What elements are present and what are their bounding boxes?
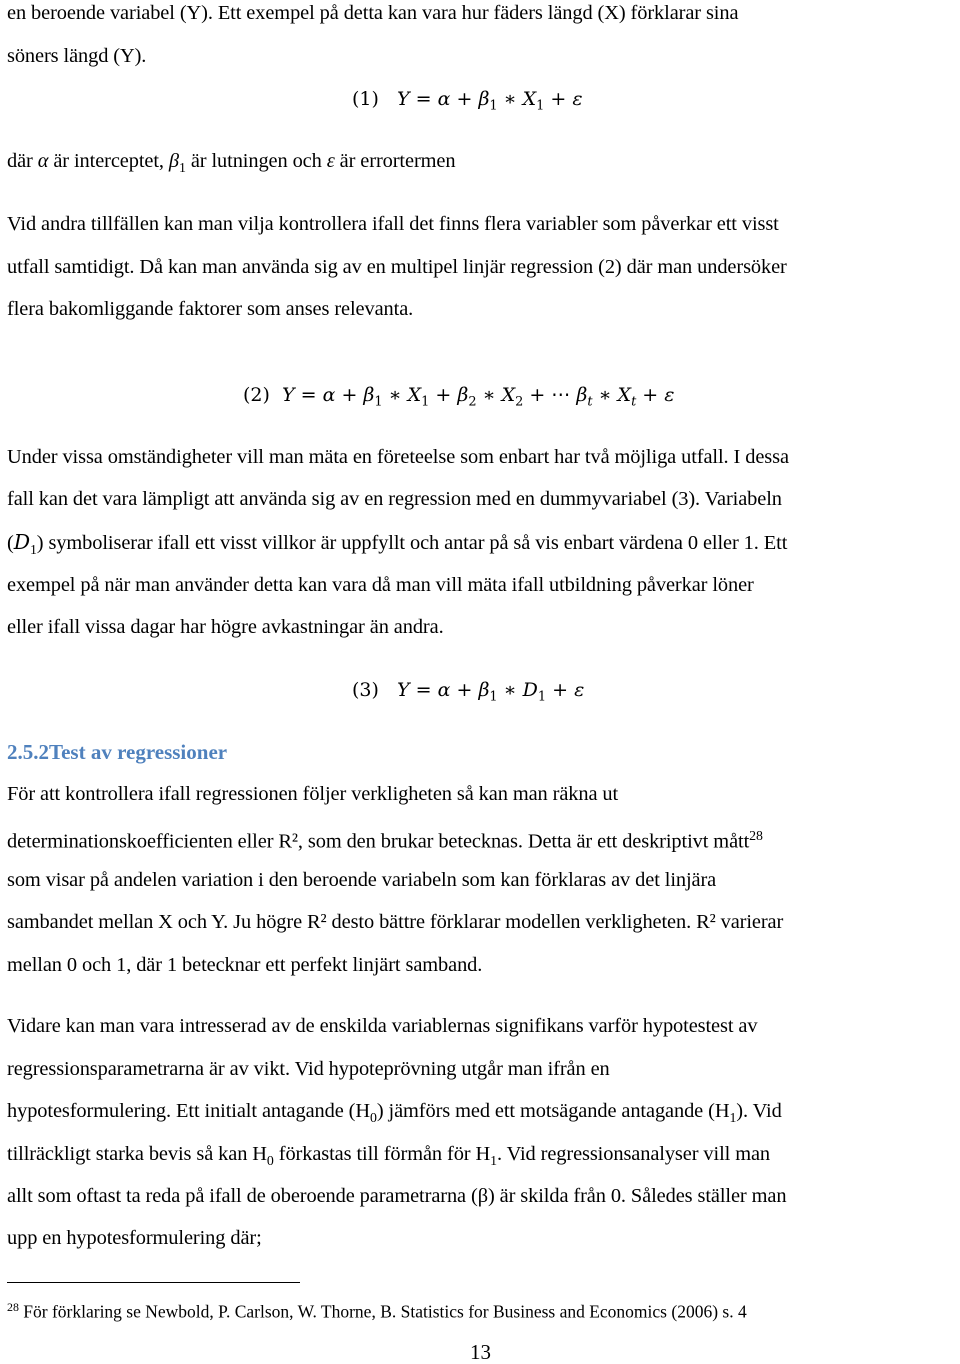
math-operator: =: [409, 679, 438, 701]
text-run: förkastas till förmån för H: [273, 1143, 491, 1165]
math-subscript: 1: [29, 542, 37, 558]
math-symbol: D: [13, 530, 30, 554]
paragraph-line: [7, 825, 763, 854]
text-run: är interceptet,: [48, 150, 169, 172]
math-symbol: Y: [282, 384, 295, 406]
math-symbol: β: [478, 88, 490, 110]
math-operator: +: [636, 384, 665, 406]
math-symbol: ε: [574, 679, 585, 701]
math-symbol: X: [501, 384, 516, 406]
math-symbol: ε: [326, 150, 335, 172]
math-subscript: 1: [489, 98, 498, 114]
math-symbol: β: [168, 150, 179, 172]
text-run: ) jämförs med ett motsägande antagande (H: [376, 1100, 730, 1122]
equation-3: [352, 678, 584, 710]
math-subscript: 1: [374, 394, 383, 410]
paragraph-line: eller ifall vissa dagar har högre avkastningar än andra.: [7, 616, 444, 638]
paragraph-line: sambandet mellan X och Y. Ju högre R² desto bättre förklarar modellen verkligheten. R² varierar: [7, 911, 784, 933]
text-run: där: [7, 150, 38, 172]
math-symbol: X: [407, 384, 422, 406]
text-run: är errortermen: [334, 150, 456, 172]
subscript: 0: [266, 1153, 274, 1169]
math-symbol: D: [522, 679, 538, 701]
paragraph-line: söners längd (Y).: [7, 45, 147, 67]
math-symbol: Y: [397, 679, 410, 701]
paragraph-line: För att kontrollera ifall regressionen följer verkligheten så kan man räkna ut: [7, 783, 619, 805]
text-run: determinationskoefficienten eller R², som den brukar betecknas. Detta är ett deskriptivt mått: [7, 830, 750, 853]
text-run: (: [7, 532, 14, 554]
page-number: 13: [470, 1340, 491, 1364]
footnote-separator: [7, 1282, 300, 1283]
paragraph-line: [7, 530, 787, 563]
paragraph-line: Under vissa omständigheter vill man mäta en företeelse som enbart har två möjliga utfall. I dessa: [7, 446, 789, 468]
math-symbol: ε: [664, 384, 675, 406]
math-operator: =: [294, 384, 323, 406]
subscript: 1: [490, 1153, 497, 1169]
text-run: ) symboliserar ifall ett visst villkor är uppfyllt och antar på så vis enbart värdena 0 eller 1. Ett: [36, 532, 788, 554]
math-subscript: t: [631, 394, 637, 410]
math-subscript: 1: [536, 98, 545, 114]
paragraph-line: en beroende variabel (Y). Ett exempel på detta kan vara hur fäders längd (X) förklarar sina: [7, 2, 739, 24]
math-symbol: X: [617, 384, 632, 406]
equation-number: (3): [352, 679, 379, 701]
math-subscript: 1: [537, 689, 547, 705]
math-symbol: β: [576, 384, 588, 406]
math-subscript: 1: [421, 394, 430, 410]
math-symbol: α: [37, 150, 49, 172]
text-run: . Vid regressionsanalyser vill man: [496, 1143, 771, 1165]
math-symbol: β: [363, 384, 375, 406]
paragraph-line: allt som oftast ta reda på ifall de oberoende parametrarna (β) är skilda från 0. Således ställer man: [7, 1185, 787, 1207]
subscript: 0: [370, 1110, 377, 1126]
math-symbol: α: [437, 679, 451, 701]
equation-2: [243, 383, 674, 415]
footnote-reference[interactable]: 28: [749, 829, 763, 844]
paragraph-line: utfall samtidigt. Då kan man använda sig av en multipel linjär regression (2) där man undersöker: [7, 256, 787, 278]
math-operator: +: [450, 88, 479, 110]
text-run: ). Vid: [736, 1100, 782, 1122]
equation-number: (1): [352, 88, 379, 110]
paragraph-line: upp en hypotesformulering där;: [7, 1227, 262, 1249]
math-subscript: 1: [489, 689, 498, 705]
math-subscript: 2: [515, 394, 524, 410]
math-symbol: β: [478, 679, 490, 701]
math-subscript: t: [587, 394, 593, 410]
math-symbol: ε: [572, 88, 583, 110]
math-operator: +: [544, 88, 573, 110]
math-operator: +: [429, 384, 458, 406]
footnote: [7, 1295, 747, 1324]
math-operator: +: [335, 384, 364, 406]
text-run: är lutningen och: [185, 150, 327, 172]
equation-number: (2): [243, 384, 270, 406]
footnote-text: För förklaring se Newbold, P. Carlson, W. Thorne, B. Statistics for Business and Economics (2006) s. 4: [18, 1301, 747, 1322]
math-operator: + ⋯: [523, 384, 577, 406]
paragraph-line: [7, 1142, 770, 1174]
math-operator: =: [409, 88, 438, 110]
paragraph-line: [7, 1099, 782, 1131]
math-operator: +: [450, 679, 479, 701]
math-operator: ∗: [497, 679, 523, 701]
math-subscript: 2: [468, 394, 477, 410]
math-symbol: α: [322, 384, 336, 406]
math-operator: ∗: [382, 384, 408, 406]
paragraph-line: exempel på när man använder detta kan vara då man vill mäta ifall utbildning påverkar löner: [7, 574, 754, 596]
paragraph-line: fall kan det vara lämpligt att använda sig av en regression med en dummyvariabel (3). Variabeln: [7, 488, 782, 510]
text-run: hypotesformulering. Ett initialt antagande (H: [7, 1100, 370, 1122]
math-symbol: X: [522, 88, 537, 110]
math-symbol: α: [437, 88, 451, 110]
math-operator: ∗: [476, 384, 502, 406]
paragraph-line: mellan 0 och 1, där 1 betecknar ett perfekt linjärt samband.: [7, 954, 483, 976]
math-symbol: β: [457, 384, 469, 406]
section-heading: 2.5.2Test av regressioner: [7, 740, 228, 764]
paragraph-line: flera bakomliggande faktorer som anses relevanta.: [7, 298, 414, 320]
paragraph-line: Vidare kan man vara intresserad av de enskilda variablernas signifikans varför hypotestest av: [7, 1015, 758, 1037]
paragraph-line: som visar på andelen variation i den beroende variabeln som kan förklaras av det linjära: [7, 869, 717, 891]
equation-1: [352, 87, 583, 119]
paragraph-line: Vid andra tillfällen kan man vilja kontrollera ifall det finns flera variabler som påverkar ett visst: [7, 213, 779, 235]
subscript: 1: [729, 1110, 737, 1126]
paragraph-line: regressionsparametrarna är av vikt. Vid hypoteprövning utgår man ifrån en: [7, 1058, 610, 1080]
footnote-number: 28: [7, 1300, 19, 1314]
math-symbol: Y: [397, 88, 410, 110]
paragraph-line: [7, 149, 455, 181]
math-subscript: 1: [178, 160, 186, 176]
math-operator: ∗: [497, 88, 523, 110]
math-operator: +: [546, 679, 575, 701]
text-run: tillräckligt starka bevis så kan H: [7, 1143, 267, 1165]
math-operator: ∗: [592, 384, 618, 406]
